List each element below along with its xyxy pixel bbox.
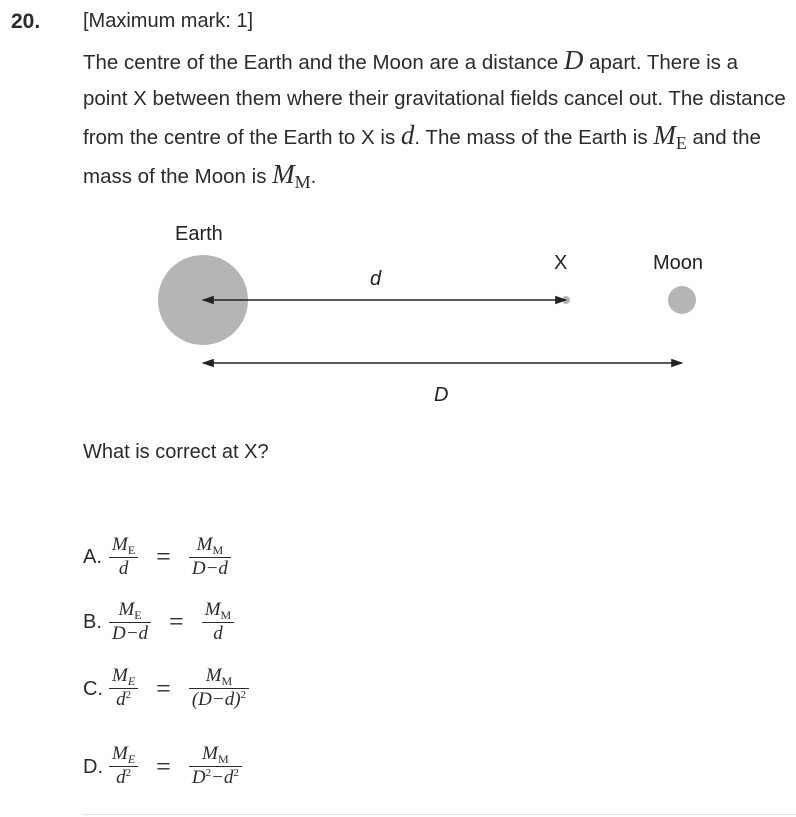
d-label: d	[370, 268, 382, 290]
option-c-lhs: $\frac{M_E}{d^2}$	[109, 666, 138, 712]
equals-sign: =	[156, 674, 171, 703]
question-number: 20.	[11, 10, 41, 33]
stem-text-4: and the mass of the Moon is	[83, 126, 761, 188]
option-a-lhs: $\frac{M_E}{d}$	[109, 535, 138, 579]
divider	[83, 814, 796, 815]
option-c[interactable]	[83, 664, 249, 714]
option-a[interactable]	[83, 532, 231, 582]
stem-text-2: apart. There is a point X between them where their gravitational fields cancel out. The distance from the centre of the Earth to X is	[83, 51, 786, 149]
option-a-rhs: $\frac{M_M}{D-d}$	[189, 535, 231, 579]
option-b-rhs: $\frac{M_M}{d}$	[202, 600, 235, 644]
option-c-label: C.	[83, 677, 103, 700]
symbol-earth-mass: ME	[653, 120, 687, 153]
max-mark: [Maximum mark: 1]	[83, 10, 254, 32]
symbol-moon-mass: MM	[272, 159, 311, 192]
symbol-D: D	[563, 45, 584, 75]
earth-label: Earth	[175, 223, 223, 245]
stem-text-1: The centre of the Earth and the Moon are a distance	[83, 51, 564, 74]
stem-text-3: . The mass of the Earth is	[414, 126, 654, 149]
x-label: X	[554, 252, 568, 274]
moon-circle	[668, 286, 696, 314]
option-d-label: D.	[83, 755, 103, 778]
option-b-label: B.	[83, 610, 102, 633]
option-b[interactable]	[83, 597, 234, 647]
option-d[interactable]	[83, 742, 242, 792]
equals-sign: =	[169, 607, 184, 636]
option-a-label: A.	[83, 545, 102, 568]
equals-sign: =	[156, 752, 171, 781]
big-d-label: D	[434, 384, 449, 406]
option-d-lhs: $\frac{M_E}{d^2}$	[109, 744, 138, 790]
question-prompt: What is correct at X?	[83, 441, 269, 463]
option-d-rhs: $\frac{M_M}{D^2-d^2}$	[189, 744, 242, 790]
moon-label: Moon	[653, 252, 704, 274]
stem-text-5: .	[310, 165, 317, 188]
symbol-d: d	[400, 120, 415, 150]
option-c-rhs: $\frac{M_M}{(D-d)^2}$	[189, 666, 249, 712]
equals-sign: =	[156, 542, 171, 571]
option-b-lhs: $\frac{M_E}{D-d}$	[109, 600, 151, 644]
